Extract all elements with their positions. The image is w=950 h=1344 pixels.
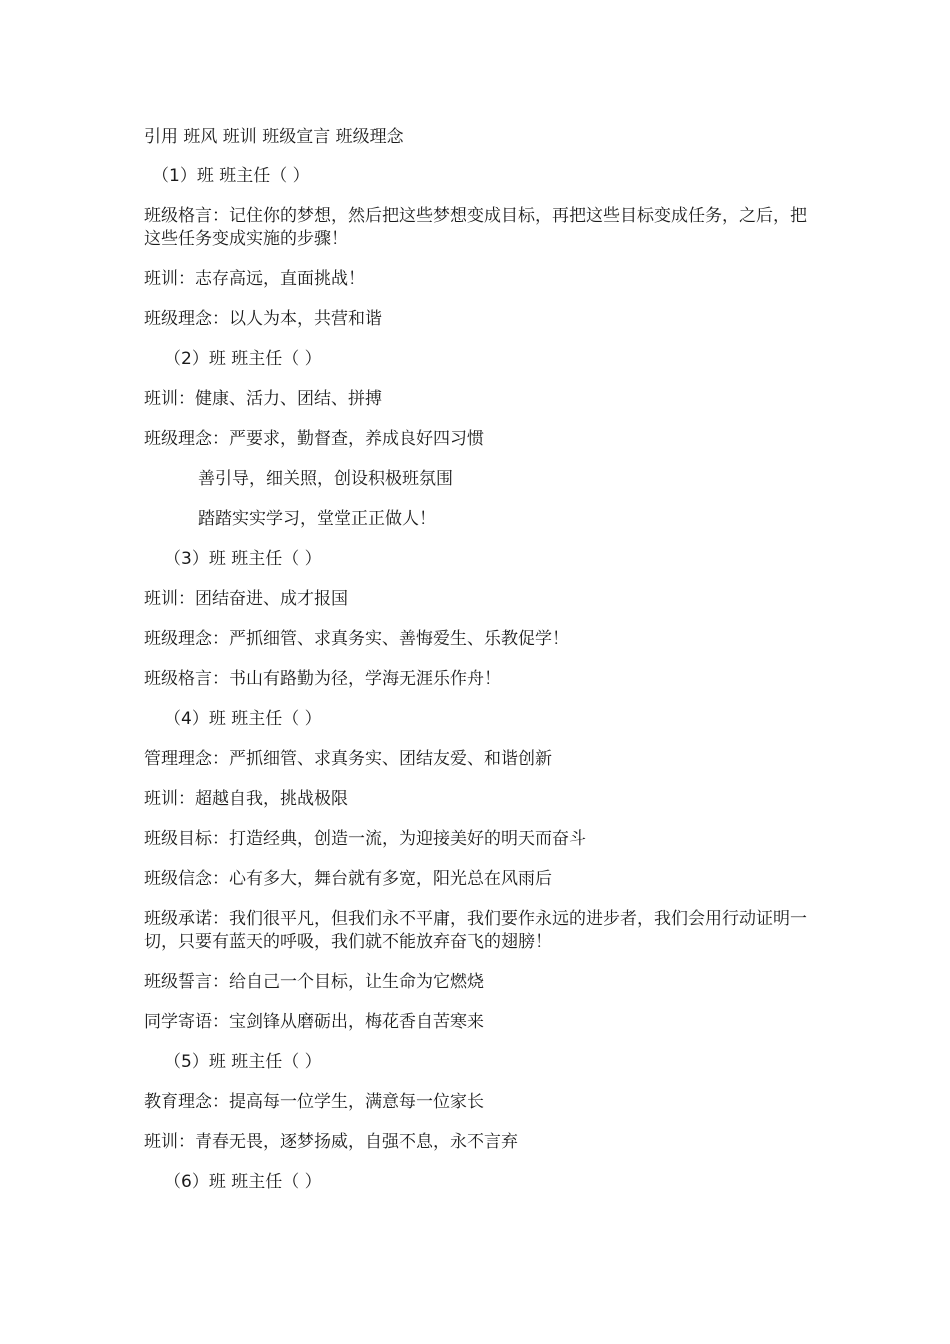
paragraph: 班级目标：打造经典，创造一流，为迎接美好的明天而奋斗 [144, 829, 586, 849]
class-heading: （5）班 班主任（ ） [164, 1052, 322, 1072]
class-heading: （4）班 班主任（ ） [164, 709, 322, 729]
class-heading: （3）班 班主任（ ） [164, 549, 322, 569]
indented-paragraph: 善引导，细关照，创设积极班氛围 [198, 469, 453, 489]
paragraph: 管理理念：严抓细管、求真务实、团结友爱、和谐创新 [144, 749, 552, 769]
paragraph: 班训：健康、活力、团结、拼搏 [144, 389, 382, 409]
paragraph: 班级承诺：我们很平凡，但我们永不平庸，我们要作永远的进步者，我们会用行动证明一切，只要有蓝天的呼吸，我们就不能放弃奋飞的翅膀！ [144, 909, 807, 952]
paragraph: 班级信念：心有多大，舞台就有多宽，阳光总在风雨后 [144, 869, 552, 889]
paragraph: 同学寄语：宝剑锋从磨砺出，梅花香自苦寒来 [144, 1012, 484, 1032]
class-heading: （2）班 班主任（ ） [164, 349, 322, 369]
indented-paragraph: 踏踏实实学习，堂堂正正做人！ [198, 509, 436, 529]
paragraph: 班级格言：书山有路勤为径，学海无涯乐作舟！ [144, 669, 501, 689]
paragraph: 班级誓言：给自己一个目标，让生命为它燃烧 [144, 972, 484, 992]
paragraph: 班级理念：严抓细管、求真务实、善悔爱生、乐教促学！ [144, 629, 569, 649]
class-heading: （6）班 班主任（ ） [164, 1172, 322, 1192]
paragraph: 班训：青春无畏，逐梦扬威，自强不息，永不言弃 [144, 1132, 518, 1152]
paragraph: 班训：志存高远，直面挑战！ [144, 269, 365, 289]
paragraph: 班级理念：严要求，勤督查，养成良好四习惯 [144, 429, 484, 449]
document-lines [144, 165, 814, 1194]
paragraph: 班级格言：记住你的梦想，然后把这些梦想变成目标，再把这些目标变成任务，之后，把这些任务变成实施的步骤！ [144, 206, 807, 249]
class-heading: （1）班 班主任（ ） [152, 166, 310, 186]
document-body [144, 126, 814, 1211]
paragraph: 班训：团结奋进、成才报国 [144, 589, 348, 609]
paragraph: 教育理念：提高每一位学生，满意每一位家长 [144, 1092, 484, 1112]
paragraph: 班训：超越自我，挑战极限 [144, 789, 348, 809]
document-title: 引用 班风 班训 班级宣言 班级理念 [144, 127, 404, 147]
paragraph: 班级理念：以人为本，共营和谐 [144, 309, 382, 329]
